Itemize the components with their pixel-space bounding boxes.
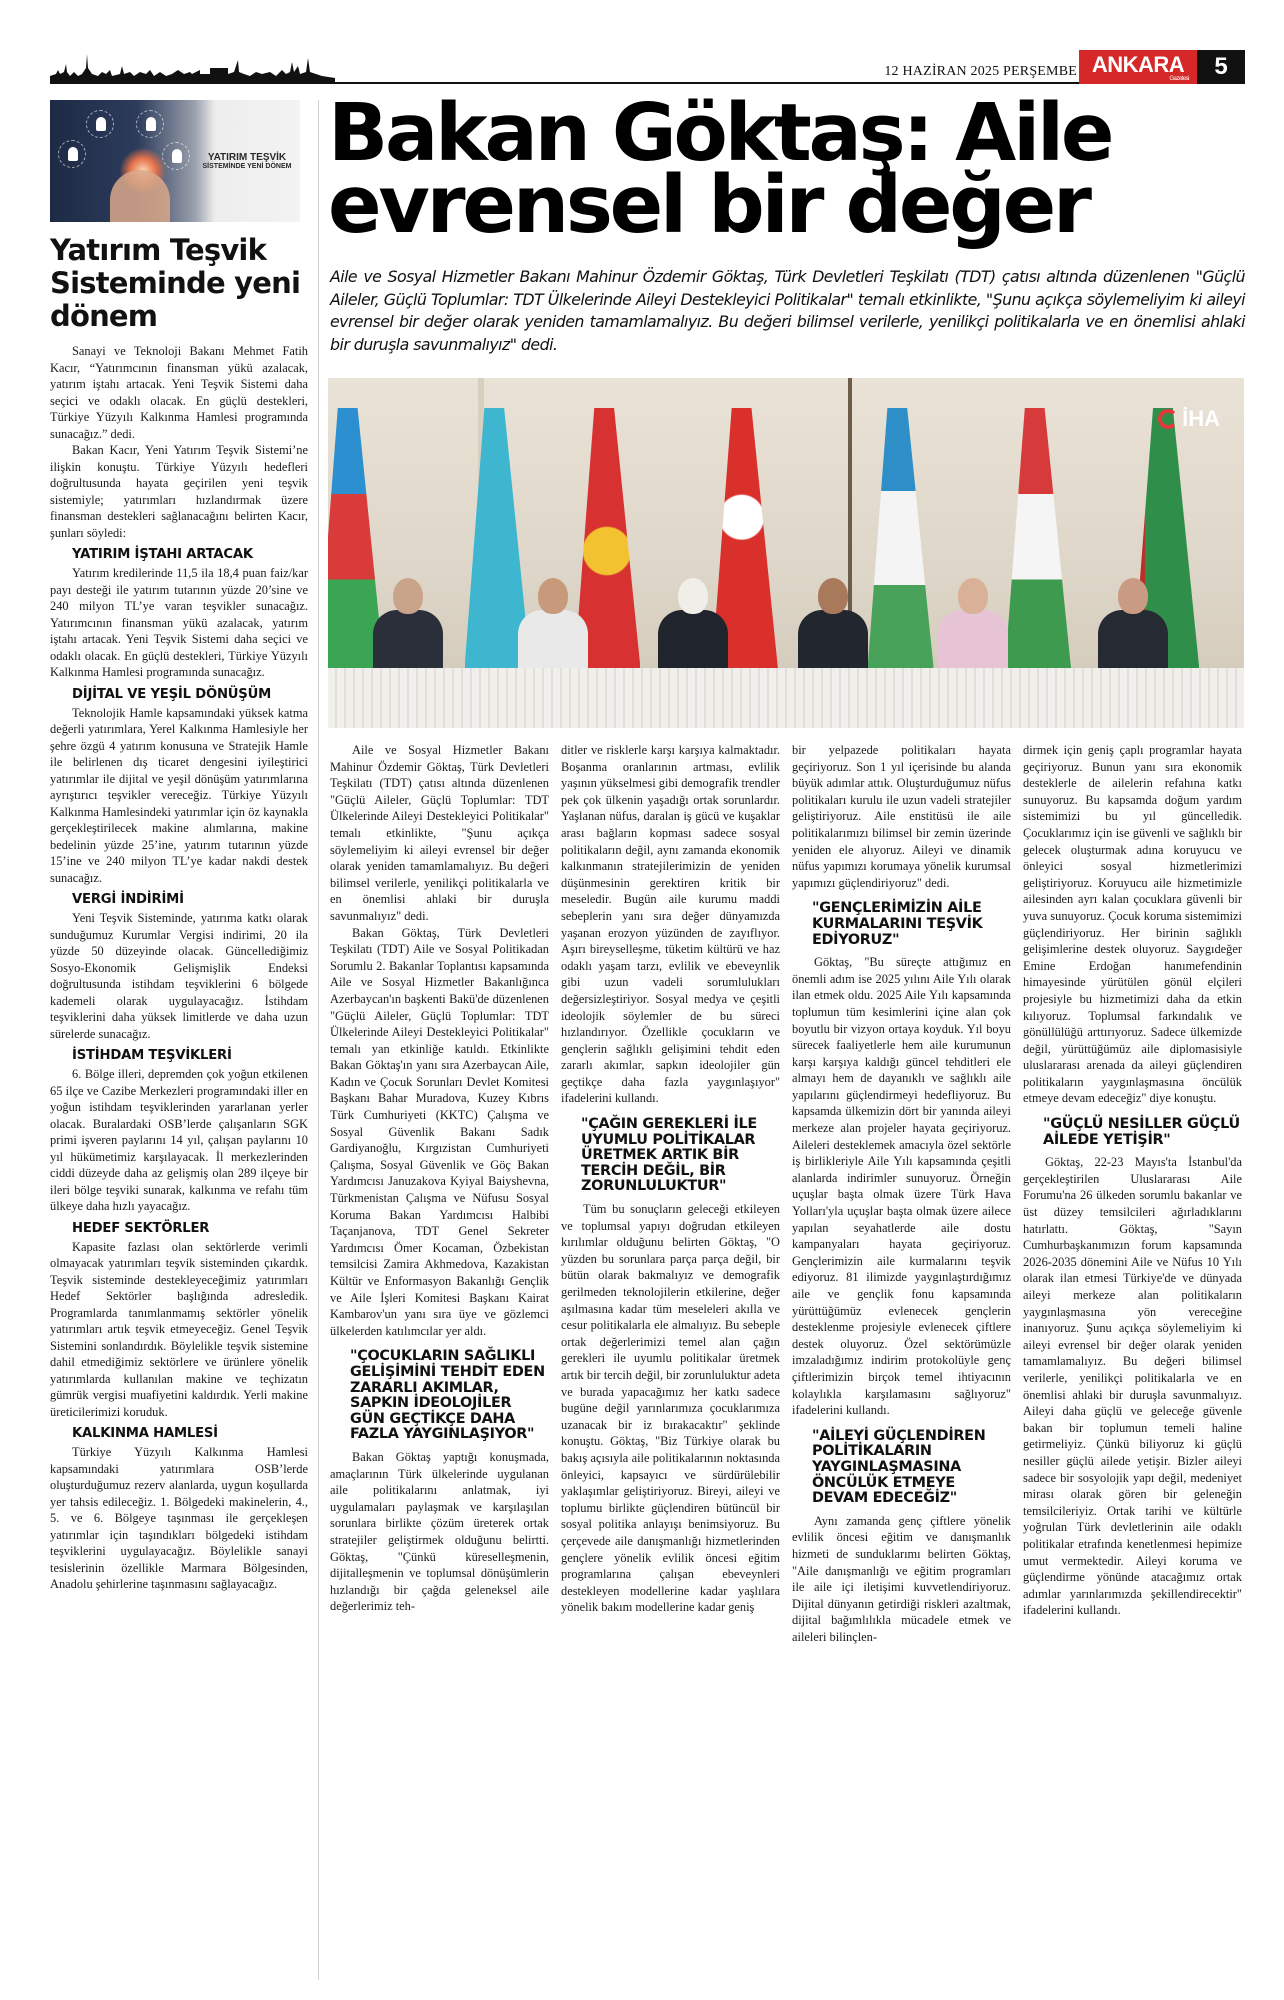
newspaper-logo[interactable] — [1079, 50, 1197, 84]
image-label-line2: SİSTEMİNDE YENİ DÖNEM — [202, 163, 292, 170]
pull-quote-heading: "AİLEYİ GÜÇLENDİREN POLİTİKALARIN YAYGINLAŞMASINA ÖNCÜLÜK ETMEYE DEVAM EDECEĞİZ" — [812, 1427, 986, 1507]
attendee-figure — [518, 578, 588, 676]
header-rule — [335, 82, 1165, 84]
article-column — [561, 742, 780, 1645]
pull-quote-heading: "ÇOCUKLARIN SAĞLIKLI GELİŞİMİNİ TEHDİT EDEN ZARARLI AKIMLAR, SAPKIN İDEOLOJİLER GÜN GEÇTİKÇE DAHA FAZLA YAYGINLAŞIYOR" — [350, 1348, 545, 1443]
article-column — [792, 742, 1011, 1645]
article-paragraph: Göktaş, 22-23 Mayıs'ta İstanbul'da gerçekleştirilen Uluslararası Aile Forumu'na 26 ülkeden sorumlu bakanlar ve üst düzey temsilcileri ağırladıklarını hatırlattı. Göktaş, "Sayın Cumhurbaşkanımızın forum kapsamında 2026-2035 dönemini Aile ve Nüfus 10 Yılı olarak ilan etmesi Türkiye'de ve dünyada aileyi merkeze alan politikaların yaygınlaşmasına yön vereceğine inanıyoruz. Şunu açıkça söylemeliyim ki aileyi evrensel bir değer olarak yeniden tamamlamalıyız. Bu değeri bilimsel verilerle, yenilikçi politikalarla ve en önemlisi ahlaki bir duruşla savunmalıyız. Aileyi daha güçlü ve geleceğe güvenle bakan bir toplumun temeli haline getirmeliyiz. Çünkü biliyoruz ki güçlü nesiller güçlü ailede yetişir. Bizler aileyi sadece bir sosyolojik yapı değil, medeniyet mirası olarak gören bir geleneğin temsilcileriyiz. Ortak tarihi ve kültürle yoğrulan Türk devletlerinin aile odaklı politikalar etrafında kenetlenmesi hepimize umut vermektedir. Aileyi koruma ve güçlendirme yönünde atacağımız ortak adımlar yarınlarımızda şekillendirecektir" ifadelerini kullandı. — [1023, 1155, 1242, 1618]
sidebar-paragraph: Bakan Kacır, Yeni Yatırım Teşvik Sistemi’ne ilişkin konuştu. Türkiye Yüzyılı hedefleri doğrultusunda hayata geçirilen yeni teşvik sistemiyle; yatırımları hızlandırmak üzere finansman destekleri sağlanacağını belirten Kacır, şunları söyledi: — [50, 443, 308, 540]
conference-table — [328, 668, 1244, 728]
pull-quote-heading: "GENÇLERİMİZİN AİLE KURMALARINI TEŞVİK EDİYORUZ" — [812, 900, 983, 948]
user-node-icon — [136, 110, 164, 138]
attendee-body — [798, 610, 868, 676]
article-paragraph: Aynı zamanda genç çiftlere yönelik evlilik öncesi eğitim ve danışmanlık hizmeti de sunduklarımı belirten Göktaş, "Aile danışmanlığı ve eğitim programları ile aile içi iletişimi kuvvetlendiriyoruz. Dijital dünyanın getirdiği riskleri azaltmak, dijital bağımlılıkla mücadele etmek ve aileleri bilinçlen- — [792, 1513, 1011, 1644]
article-paragraph: ditler ve risklerle karşı karşıya kalmaktadır. Boşanma oranlarının artması, evlilik yaşının yükselmesi gibi demografik trendler pek çok ülkenin yaşadığı ortak sorunlardır. Yaşlanan nüfus, daralan iş gücü ve kuşaklar arası bağların kopması sadece sosyal politikaların değil, aynı zamanda ekonomik kalkınmanın stratejilerimizin de yeniden düşünmesinin gerektiren kritik bir meseledir. Bugün aile kurumu maddi sebeplerin yanı sıra değer dünyamızda yaşanan erozyon yüzünden de zayıflıyor. Aşırı bireyselleşme, tüketim kültürü ve haz odaklı yaşam tarzı, evlilik ve ebeveynlik gibi uzun vadeli sorumlulukları değersizleştiriyor. Sosyal medya ve çeşitli ideolojik söylemler de bu süreci hızlandırıyor. Özellikle çocukların ve gençlerin sağlıklı gelişimini tehdit eden zararlı akımlar, sapkın ideolojiler gün geçtikçe daha fazla yaygınlaşıyor" ifadelerini kullandı. — [561, 743, 780, 1106]
attendee-figure — [658, 578, 728, 676]
logo-subtext: Gazetesi — [1169, 76, 1189, 82]
pull-quote-heading: "ÇAĞIN GEREKLERİ İLE UYUMLU POLİTİKALAR ÜRETMEK ARTIK BİR TERCİH DEĞİL, BİR ZORUNLULUKTUR" — [581, 1116, 757, 1195]
page-header — [50, 50, 1245, 84]
article-photo — [328, 378, 1244, 728]
sidebar-paragraph: Kapasite fazlası olan sektörlerde verimli olmayacak yatırımları teşvik sisteminden çıkardık. Teşvik sisteminde destekleyeceğimiz yatırımları Hedef Sektörler başlığında adresledik. Programlarda tanımlanmamış sektörler yönelik yatırımları artık teşvik etmeyeceğiz. Genel Teşvik Sistemini sonlandırdık. Böylelikle teşvik sistemine dahil etmediğimiz sektörlere ve ürünlere yönelik yatırımlarda kullanılan makine ve teçhizatın gümrük vergisi muafiyetini kaldırdık. Yerli makine üreticilerimizi koruduk. — [50, 1239, 308, 1419]
sidebar-subheading: İSTİHDAM TEŞVİKLERİ — [72, 1048, 232, 1063]
article-paragraph: Bakan Göktaş, Türk Devletleri Teşkilatı (TDT) Aile ve Sosyal Politikadan Sorumlu 2. Bakanlar Toplantısı kapsamında Aile ve Sosyal Hizmetler Bakanlığınca Azerbaycan'ın başkenti Bakü'de düzenlenen "Güçlü Aileler, Güçlü Toplumlar: TDT Ülkelerinde Aileyi Destekleyici Politikalar" temalı yan etkinliğe katıldı. Etkinlikte Bakan Göktaş'ın yanı sıra Azerbaycan Aile, Kadın ve Çocuk Sorunları Devlet Komitesi Başkanı Bahar Muradova, Kuzey Kıbrıs Türk Cumhuriyeti (KKTC) Çalışma ve Sosyal Güvenlik Bakanı Sadık Gardiyanoğlu, Kırgızistan Cumhuriyeti Çalışma, Sosyal Güvenlik ve Göç Bakan Yardımcısı Januzakova Kyiyal Baiyshevna, Türkmenistan Çalışma ve Nüfusu Sosyal Koruma Bakan Yardımcısı Halbibi Taçanjanova, TDT Genel Sekreter Yardımcısı Ömer Kocaman, Özbekistan temsilcisi Zamira Akhmedova, Kazakistan Kültür ve Enformasyon Bakanlığı Gençlik ve Aile İşleri Komitesi Başkanı Kairat Kambarov'un yanı sıra üye ve gözlemci ülkelerden katılımcılar yer aldı. — [330, 925, 549, 1338]
main-headline: Bakan Göktaş: Aile evrensel bir değer — [328, 87, 1112, 251]
attendee-body — [1098, 610, 1168, 676]
attendee-head — [678, 578, 708, 614]
article-column — [1023, 742, 1242, 1645]
article-body — [330, 742, 1245, 1645]
page-number: 5 — [1197, 50, 1245, 84]
pointing-hand-icon — [110, 170, 170, 222]
sidebar-subheading: HEDEF SEKTÖRLER — [72, 1220, 210, 1236]
pull-quote-heading: "GÜÇLÜ NESİLLER GÜÇLÜ AİLEDE YETİŞİR" — [1043, 1116, 1240, 1148]
attendee-head — [1118, 578, 1148, 614]
sidebar-subheading: KALKINMA HAMLESİ — [72, 1426, 218, 1441]
flag-hungary — [1005, 408, 1071, 668]
article-paragraph: Aile ve Sosyal Hizmetler Bakanı Mahinur Özdemir Göktaş, Türk Devletleri Teşkilatı (TDT) çatısı altında düzenlenen "Güçlü Aileler, Güçlü Toplumlar: TDT Ülkelerinde Aileyi Destekleyici Politikalar" temalı etkinlikte, "Şunu açıkça söylemeliyim ki aileyi evrensel bir değer olarak yeniden tamamlamalıyız. Bu değeri bilimsel verilerle, yenilikçi politikalarla ve en önemlisi ahlaki bir duruşla savunmalıyız" dedi. — [330, 743, 549, 923]
sidebar-paragraph: Türkiye Yüzyılı Kalkınma Hamlesi kapsamındaki yatırımlara OSB’lerde oluşturduğumuz rezerv alanlarda, uygun koşullarda yer tahsis edileceğiz. 1. Bölgedeki makinelerin, 4., 5. ve 6. Bölgeye taşınması ile gerçekleşen yatırımlar için taşındıkları bölgedeki istihdam teşviklerini uygulayacağız. Böylelikle sanayi tesislerinin özellikle Marmara Bölgesinden, Anadolu şehirlerine taşınmasını sağlayacağız. — [50, 1445, 308, 1591]
sidebar-paragraph: Teknolojik Hamle kapsamındaki yüksek katma değerli yatırımlara, Yerel Kalkınma Hamlesiyle her şehre özgü 4 yatırım konusuna ve Stratejik Hamle ile belirlenen dış ticaret dengesini iyileştirici yatırımlar ile dijital ve yeşil dönüşüm yatırımlarına ayrıştırıcı teşvikler vereceğiz. Türkiye Yüzyılı Kalkınma Hamlesindeki yatırımlar için öz kaynakla gerçekleştirilecek makine alımlarına, makine bedelinin yüzde 25’ine, yatırım tutarının yüzde 15’ine ve 240 milyon TL’ye kadar nakdi destek sunacağız. — [50, 705, 308, 885]
logo-text: ANKARA — [1091, 52, 1185, 77]
attendee-figure — [798, 578, 868, 676]
sidebar-subheading: YATIRIM İŞTAHI ARTACAK — [72, 547, 253, 562]
iha-logo-icon — [1158, 409, 1178, 429]
flag-uzbekistan — [868, 408, 934, 668]
sidebar-article-image — [50, 100, 300, 222]
user-node-icon — [86, 110, 114, 138]
user-node-icon — [162, 142, 190, 170]
article-paragraph: Bakan Göktaş yaptığı konuşmada, amaçlarının Türk ülkelerinde uygulanan aile politikalarını anlatmak, iyi uygulamaları paylaşmak ve karşılaşılan sorunlara birlikte çözüm üreterek ortak stratejiler geliştirmek olduğunu belirtti. Göktaş, "Çünkü küreselleşmenin, dijitalleşmenin ve toplumsal dönüşümlerin hızlandığı bir çağda geleneksel aile değerlerimiz teh- — [330, 1449, 549, 1614]
attendee-figure — [1098, 578, 1168, 676]
attendee-head — [818, 578, 848, 614]
agency-watermark — [1158, 406, 1220, 432]
user-node-icon — [58, 140, 86, 168]
attendee-body — [373, 610, 443, 676]
article-paragraph: Tüm bu sonuçların geleceği etkileyen ve toplumsal yapıyı doğrudan etkileyen kırılımlar olduğunu belirten Göktaş, "O yüzden bu sorunlara parça parça değil, bir bütün olarak bakmalıyız ve demografik gerilmeden teknolojilerin etkilerine, değer aşılmasına kadar tüm meseleleri akılla ve cesur politikalarla ele almalıyız. Bu sebeple ortak değerlerimizi temel alan çağın gerekleri ile uyumlu politikalar üretmek artık bir tercih değil, bir zorunluluktur adeta ve burada yapacağımız her katkı sadece bugüne değil yarınlarımıza çocuklarımıza uzanacak bir iz bırakacaktır" şeklinde konuştu. Göktaş, "Biz Türkiye olarak bu bakış açısıyla aile politikalarının noktasında önleyici, kapsayıcı ve sürdürülebilir yaklaşımlar geliştiriyoruz. Bireyi, aileyi ve toplumu birlikte güçlendiren bütüncül bir sosyal politika anlayışı benimsiyoruz. Bu çerçevede aile danışmanlığı hizmetlerinden gençlere yönelik evlilik öncesi eğitim programlarına çalışan ebeveynleri destekleyen modellerine kadar yaşlılara yönelik bakım modellerine kadar geniş — [561, 1202, 780, 1615]
image-caption-label — [198, 152, 296, 171]
agency-name: İHA — [1182, 406, 1220, 431]
sidebar-paragraph: 6. Bölge illeri, depremden çok yoğun etkilenen 65 ilçe ve Cazibe Merkezleri programındaki iller en yoğun istihdam teşviklerinden yararlanan yerler olacak. Buralardaki OSB’lerde çalışanların SGK primi işveren paylarını 14 yıl, çalışan paylarını 10 yıl hükümetimiz karşılayacak. İl merkezlerinden ciddi düzeyde daha az gelişmiş olan 289 ilçeye bir ileri bölge teşviki sunarak, kalkınma ve refahı tüm ülkeye daha hızlı yayacağız. — [50, 1067, 308, 1213]
sidebar-paragraph: Yeni Teşvik Sisteminde, yatırıma katkı olarak sunduğumuz Kurumlar Vergisi indirimi, 20 ila yüzde 50 düzeyinde olacak. Güncellediğimiz Sosyo-Ekonomik Gelişmişlik Endeksi doğrultusunda istihdam teşviklerini 6 bölgede kademeli olarak uygulayacağız. İstihdam teşviklerini daha yüksek limitlerde ve daha uzun sürelerde sunacağız. — [50, 911, 308, 1041]
attendee-figure — [373, 578, 443, 676]
sidebar-paragraph: Yatırım kredilerinde 11,5 ila 18,4 puan faiz/kar payı desteği ile yatırım tutarının yüzde 20’sine ve 240 milyon TL’ye varan teşvikler sunacağız. Yatırımcının finansman yükü azalacak, yatırım iştahı artacak. Yeni Teşvik Sistemi daha seçici ve odaklı olacak. En güçlü destekleri, Türkiye Yüzyılı Kalkınma Hamlesi programında sunacağız. — [50, 566, 308, 679]
attendee-head — [958, 578, 988, 614]
column-divider — [318, 100, 319, 1980]
attendee-head — [393, 578, 423, 614]
sidebar-subheading: VERGİ İNDİRİMİ — [72, 892, 184, 907]
sidebar-article — [50, 100, 308, 1593]
sidebar-headline: Yatırım Teşvik Sisteminde yeni dönem — [50, 233, 301, 333]
issue-date: 12 HAZİRAN 2025 PERŞEMBE — [884, 64, 1077, 79]
attendee-body — [658, 610, 728, 676]
article-paragraph: dirmek için geniş çaplı programlar hayata geçiriyoruz. Bunun yanı sıra ekonomik desteklerle de ailelerin refahına katkı sunuyoruz. Bu kapsamda doğum yardım sistemimizi bu yıl güncelledik. Çocuklarımız için ise güvenli ve sağlıklı bir gelecek oluşturmak adına koruyucu ve önleyici sosyal hizmetlerimizi geliştiriyoruz. Koruyucu aile hizmetimizle ailesinden ayrı kalan çocuklara güvenli bir yuva sunuyoruz. Çocuk koruma sistemimizi güçlendiriyoruz. Her birinin sağlıklı gelişimlerine destek oluyoruz. Saygıdeğer Emine Erdoğan hanımefendinin himayesinde yürütülen gönül elçileri projesiyle bu hizmetimizi daha da etkin kılıyoruz. Toplumsal farkındalık ve gönüllülüğü arttırıyoruz. Sadece ülkemizde değil, yürüttüğümüz aile diplomasisiyle uluslararası arenada da aileyi güçlendiren politikaların yaygınlaşmasına öncülük etmeye devam edeceğiz" diye konuştu. — [1023, 743, 1242, 1106]
sidebar-paragraph: Sanayi ve Teknoloji Bakanı Mehmet Fatih Kacır, “Yatırımcının finansman yükü azalacak, yatırım iştahı artacak. Yeni Teşvik Sistemi daha seçici ve odaklı olacak. En güçlü destekleri, Türkiye Yüzyılı Kalkınma Hamlesi programında sunacağız.” dedi. — [50, 344, 308, 441]
attendee-figure — [938, 578, 1008, 676]
sidebar-subheading: DİJİTAL VE YEŞİL DÖNÜŞÜM — [72, 686, 272, 702]
article-paragraph: bir yelpazede politikaları hayata geçiriyoruz. Son 1 yıl içerisinde bu alanda büyük adımlar attık. Oluşturduğumuz nüfus politikaları kurulu ile uzun vadeli stratejiler geliştiriyoruz. Aile enstitüsü ile aile politikalarımızı bilimsel bir zemin üzerinde yeniden ele alıyoruz. Aileyi ve dinamik nüfus yapımızı korumaya yönelik kurumsal yapımızı güçlendiriyoruz" dedi. — [792, 743, 1011, 890]
article-deck: Aile ve Sosyal Hizmetler Bakanı Mahinur Özdemir Göktaş, Türk Devletleri Teşkilatı (TDT) çatısı altında düzenlenen "Güçlü Aileler, Güçlü Toplumlar: TDT Ülkelerinde Aileyi Destekleyici Politikalar" temalı etkinlikte, "Şunu açıkça söylemeliyim ki aileyi evrensel bir değer olarak yeniden tamamlamalıyız. Bu değeri bilimsel verilerle, yenilikçi politikalarla ve en önemlisi ahlaki bir duruşla savunmalıyız" dedi. — [330, 267, 1245, 354]
attendee-body — [938, 610, 1008, 676]
image-label-line1: YATIRIM TEŞVİK — [207, 152, 287, 163]
article-column — [330, 742, 549, 1645]
attendee-body — [518, 610, 588, 676]
article-paragraph: Göktaş, "Bu süreçte attığımız en önemli adım ise 2025 yılını Aile Yılı olarak ilan etmek oldu. 2025 Aile Yılı kapsamında toplumun tüm kesimlerini içine alan çok boyutlu bir vizyon ortaya koyduk. Yıl boyu sürecek faaliyetlerle hem aile kurumunun karşı karşıya kaldığı güncel tehditleri ele almayı hem de dayanıklı ve sağlıklı aile yapılarını güçlendirmeyi hedefliyoruz. Bu kapsamda ülkemizin dört bir yanında aileyi merkeze alan projeler hayata geçiriyoruz. Aileleri desteklemek amacıyla özel sektörle iş birlikleriyle Aile Yılı kapsamında çeşitli alanlarda indirimler sunuyoruz. Örneğin uçuşlar başta olmak üzere Türk Hava Yolları'yla uçuşlar başta olmak üzere ailece yapılan seyahatlerde aile dostu kampanyaları hayata geçiriyoruz. Gençlerimizin aile kurmalarını teşvik ediyoruz. 81 ilimizde yaygınlaştırdığımız aile ve gençlik fonu kapsamında yürüttüğümüz evlenecek gençlerin desteklenme projesiyle evlenecek çiftlere destek oluyoruz. Özel sektörümüzle imzaladığımız indirim protokolüyle genç çiftlerimizin birçok temel ihtiyacının kolaylıkla karşılamasını sağlıyoruz" ifadelerini kullandı. — [792, 955, 1011, 1418]
attendee-head — [538, 578, 568, 614]
ankara-skyline-icon — [50, 50, 335, 84]
sidebar-body — [50, 343, 308, 1593]
